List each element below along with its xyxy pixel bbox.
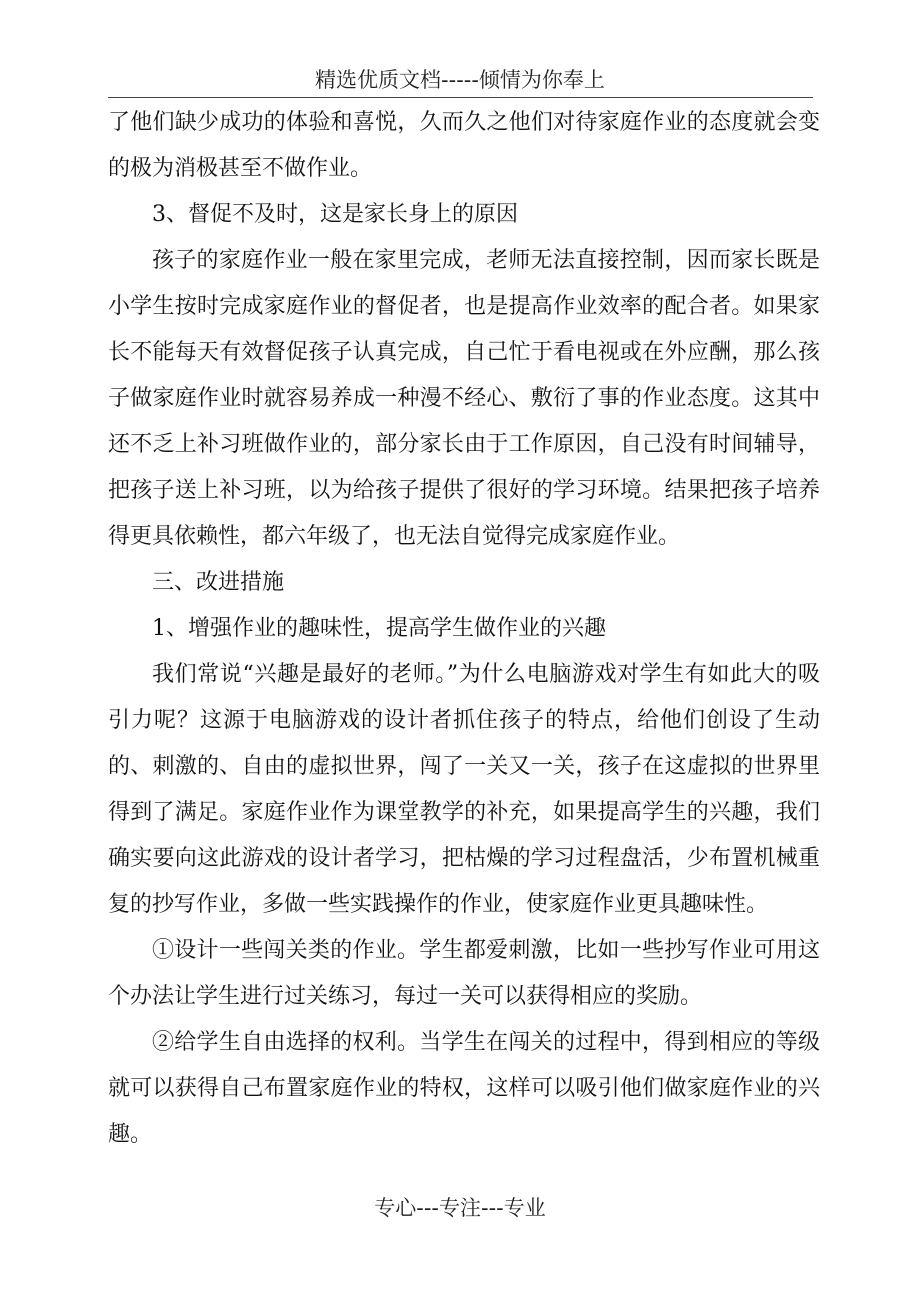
page-header: 精选优质文档-----倾情为你奉上 — [315, 68, 605, 92]
section-heading: 三、改进措施 — [152, 570, 285, 595]
list-item: ②给学生自由选择的权利。当学生在闯关的过程中，得到相应的等级就可以获得自己布置家庭作业的特权，这样可以吸引他们做家庭作业的兴趣。 — [108, 1030, 820, 1147]
paragraph: 我们常说“兴趣是最好的老师。”为什么电脑游戏对学生有如此大的吸引力呢？这源于电脑游戏的设计者抓住孩子的特点，给他们创设了生动的、刺激的、自由的虚拟世界，闯了一关又一关，孩子在这虚拟的世界里得到了满足。家庭作业作为课堂教学的补充，如果提高学生的兴趣，我们确实要向这此游戏的设计者学习，把枯燥的学习过程盘活，少布置机械重复的抄写作业，多做一些实践操作的作业，使家庭作业更具趣味性。 — [108, 662, 820, 917]
header-divider — [108, 97, 813, 98]
subheading-1: 1、增强作业的趣味性，提高学生做作业的兴趣 — [152, 616, 606, 641]
document-body — [108, 100, 820, 1158]
page-footer: 专心---专注---专业 — [374, 1196, 546, 1220]
subheading-3: 3、督促不及时，这是家长身上的原因 — [152, 202, 518, 227]
paragraph-continuation: 了他们缺少成功的体验和喜悦，久而久之他们对待家庭作业的态度就会变的极为消极甚至不做作业。 — [108, 110, 820, 181]
paragraph: 孩子的家庭作业一般在家里完成，老师无法直接控制，因而家长既是小学生按时完成家庭作业的督促者，也是提高作业效率的配合者。如果家长不能每天有效督促孩子认真完成，自己忙于看电视或在外应酬，那么孩子做家庭作业时就容易养成一种漫不经心、敷衍了事的作业态度。这其中还不乏上补习班做作业的，部分家长由于工作原因，自己没有时间辅导，把孩子送上补习班，以为给孩子提供了很好的学习环境。结果把孩子培养得更具依赖性，都六年级了，也无法自觉得完成家庭作业。 — [108, 248, 820, 549]
list-item: ①设计一些闯关类的作业。学生都爱刺激，比如一些抄写作业可用这个办法让学生进行过关练习，每过一关可以获得相应的奖励。 — [108, 938, 820, 1009]
